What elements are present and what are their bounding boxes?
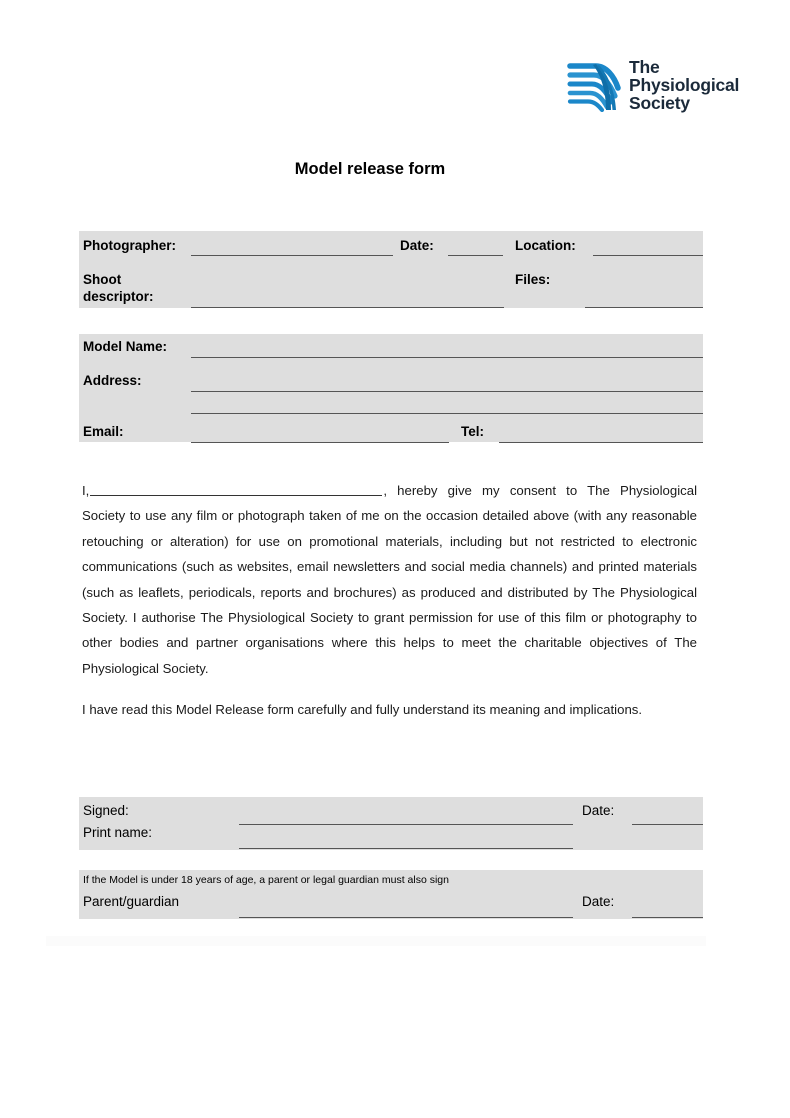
consent-paragraph-1 xyxy=(82,478,697,681)
shoot-details-box xyxy=(79,231,703,308)
shoot-date-input[interactable] xyxy=(448,255,503,256)
files-label: Files: xyxy=(515,272,551,287)
logo-line-1: The xyxy=(629,57,660,77)
email-label: Email: xyxy=(83,424,124,439)
physiological-society-fan-icon xyxy=(566,58,622,112)
files-input[interactable] xyxy=(585,307,703,308)
consent-lead-in: I, xyxy=(82,483,90,498)
logo-line-2: Physiological xyxy=(629,74,740,95)
print-name-label: Print name: xyxy=(83,825,153,840)
model-name-label: Model Name: xyxy=(83,339,168,354)
logo-wordmark xyxy=(629,58,739,113)
address-label: Address: xyxy=(83,373,142,388)
page-bottom-band xyxy=(46,936,706,946)
signature-date-label: Date: xyxy=(582,803,615,818)
date-label: Date: xyxy=(400,238,434,253)
signature-input[interactable] xyxy=(239,824,573,825)
signed-label: Signed: xyxy=(83,803,129,818)
shoot-descriptor-input[interactable] xyxy=(191,307,504,308)
photographer-label: Photographer: xyxy=(83,238,176,253)
signature-date-input[interactable] xyxy=(632,824,703,825)
shoot-descriptor-label-line1: Shoot xyxy=(83,272,122,287)
signature-box xyxy=(79,797,703,850)
model-name-input[interactable] xyxy=(191,357,703,358)
location-label: Location: xyxy=(515,238,576,253)
organisation-logo xyxy=(566,57,740,118)
parent-guardian-signature-input[interactable] xyxy=(239,917,573,918)
guardian-date-label: Date: xyxy=(582,894,615,909)
tel-label: Tel: xyxy=(461,424,484,439)
guardian-note: If the Model is under 18 years of age, a parent or legal guardian must also sign xyxy=(83,874,449,886)
logo-line-3: Society xyxy=(629,92,690,113)
tel-input[interactable] xyxy=(499,442,703,443)
guardian-box xyxy=(79,870,703,919)
print-name-input[interactable] xyxy=(239,848,573,849)
email-input[interactable] xyxy=(191,442,449,443)
consent-name-input[interactable] xyxy=(90,482,382,496)
photographer-input[interactable] xyxy=(191,255,393,256)
guardian-date-input[interactable] xyxy=(632,917,703,918)
location-input[interactable] xyxy=(593,255,703,256)
parent-guardian-label: Parent/guardian xyxy=(83,894,180,909)
consent-body-text: , hereby give my consent to The Physiological Society to use any film or photograph taken of me on the occasion detailed above (with any reasonable retouching or alteration) for use on promotional materials, including but not restricted to electronic communications (such as websites, email newsletters and social media channels) and printed materials (such as leaflets, periodicals, reports and brochures) as produced and distributed by The Physiological Society. I authorise The Physiological Society to grant permission for use of this film or photography to other bodies and partner organisations where this helps to meet the charitable objectives of The Physiological Society. xyxy=(82,483,697,676)
address-input-line-2[interactable] xyxy=(191,413,703,414)
shoot-descriptor-label-line2: descriptor: xyxy=(83,289,154,304)
page-title: Model release form xyxy=(294,160,446,178)
model-details-box xyxy=(79,334,703,442)
consent-paragraph-2: I have read this Model Release form carefully and fully understand its meaning and implications. xyxy=(82,702,643,717)
address-input-line-1[interactable] xyxy=(191,391,703,392)
